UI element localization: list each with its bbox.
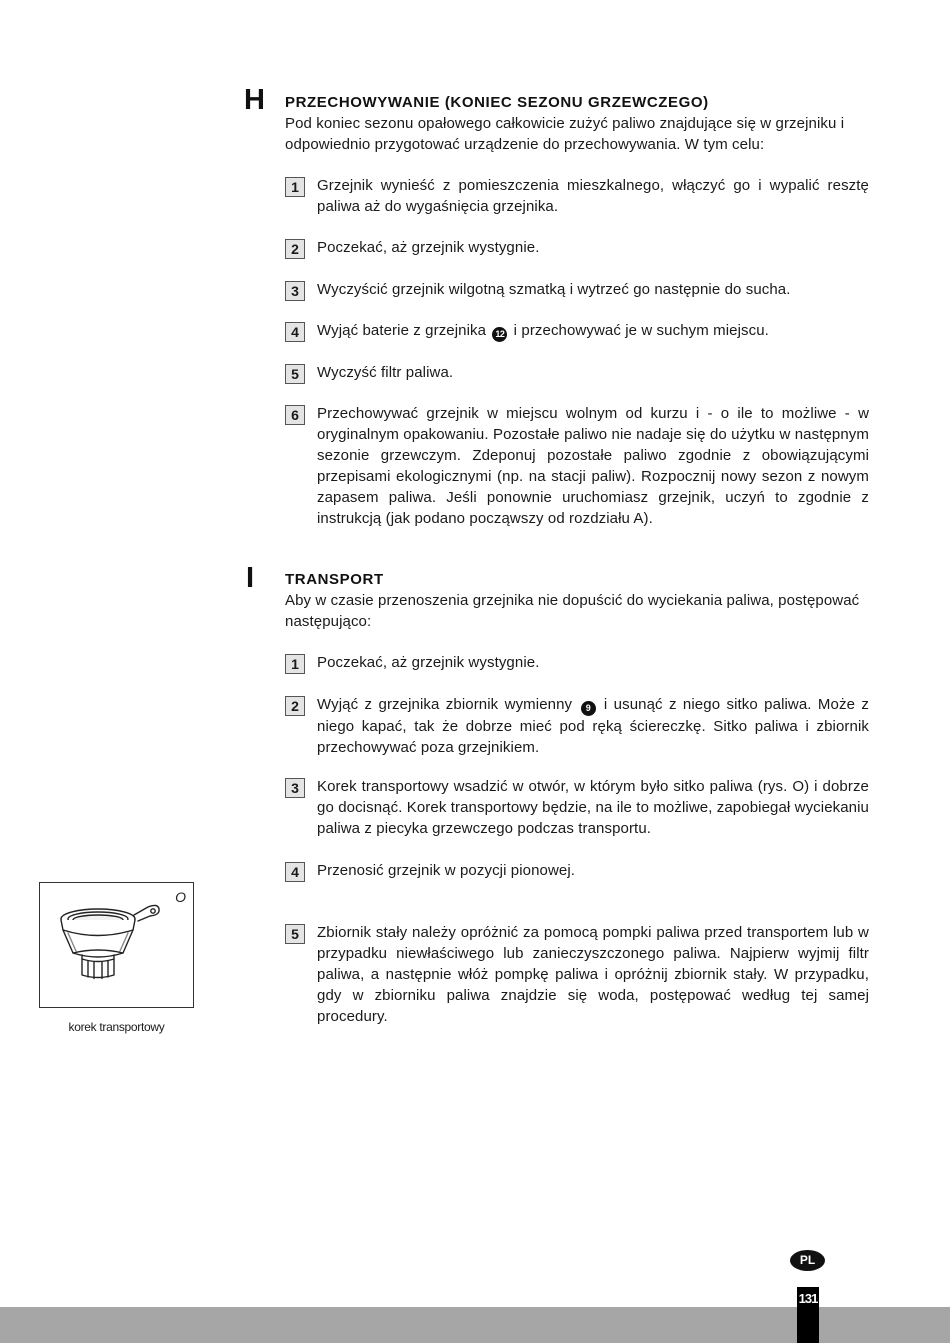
step-text-part: i usunąć z niego sitko paliwa. Może z niego kapać, tak że dobrze mieć pod ręką ściereczkę. Sitko paliwa i zbiornik przechowywać poza grzejnikiem. <box>317 696 869 756</box>
step-number: 1 <box>285 177 305 197</box>
section-title: TRANSPORT <box>285 571 384 588</box>
step-number: 3 <box>285 281 305 301</box>
section-letter: I <box>246 562 255 594</box>
step-item <box>285 860 869 881</box>
step-item <box>285 362 869 383</box>
step-number: 5 <box>285 924 305 944</box>
section-intro: Aby w czasie przenoszenia grzejnika nie dopuścić do wyciekania paliwa, postępować następująco: <box>285 592 860 630</box>
section-letter: H <box>244 84 265 116</box>
step-text: Przechowywać grzejnik w miejscu wolnym od kurzu i - o ile to możliwe - w oryginalnym opakowaniu. Pozostałe paliwo nie nadaje się do użytku w następnym sezonie grzewczym. Zdeponuj pozostałe paliwo zgodnie z obowiązującymi przepisami ekologicznymi (np. na stacji paliw). Rozpocznij nowy sezon z nowym zapasem paliwa. Jeśli ponownie uruchomiasz grzejnik, uczyń to zgodnie z instrukcją (jak podano począwszy od rozdziału A). <box>317 405 869 527</box>
step-text: Wyczyść filtr paliwa. <box>317 364 454 381</box>
step-item <box>285 403 869 529</box>
page-number: 131 <box>798 1291 818 1306</box>
section-intro: Pod koniec sezonu opałowego całkowicie zużyć paliwo znajdujące się w grzejniku i odpowiednio przygotować urządzenie do przechowywania. W tym celu: <box>285 115 845 153</box>
step-item <box>285 694 869 758</box>
step-number: 4 <box>285 862 305 882</box>
figure-label: O <box>175 889 186 905</box>
section-title: PRZECHOWYWANIE (KONIEC SEZONU GRZEWCZEGO) <box>285 94 709 111</box>
step-number: 1 <box>285 654 305 674</box>
step-text-part: i przechowywać je w suchym miejscu. <box>513 322 769 339</box>
step-number: 5 <box>285 364 305 384</box>
step-item <box>285 320 869 342</box>
transport-plug-figure <box>39 882 194 1008</box>
step-text-part: Wyjąć baterie z grzejnika <box>317 322 487 339</box>
step-text: Przenosić grzejnik w pozycji pionowej. <box>317 862 576 879</box>
step-text-part: Wyjąć z grzejnika zbiornik wymienny <box>317 696 573 713</box>
step-item <box>285 922 869 1027</box>
page-number-tab <box>797 1287 819 1343</box>
step-text <box>317 694 869 758</box>
step-number: 2 <box>285 239 305 259</box>
step-item <box>285 776 869 839</box>
step-text: Korek transportowy wsadzić w otwór, w którym było sitko paliwa (rys. O) i dobrze go docisnąć. Korek transportowy będzie, na ile to możliwe, zapobiegał wyciekaniu paliwa z piecyka grzewczego podczas transportu. <box>317 778 869 837</box>
transport-plug-icon <box>40 883 193 1007</box>
step-number: 6 <box>285 405 305 425</box>
step-text <box>317 320 869 342</box>
step-number: 2 <box>285 696 305 716</box>
part-reference-badge: 12 <box>492 327 507 342</box>
step-number: 3 <box>285 778 305 798</box>
step-item <box>285 175 869 217</box>
step-item <box>285 279 869 300</box>
figure-caption: korek transportowy <box>68 1020 165 1034</box>
part-reference-badge: 9 <box>581 701 596 716</box>
step-text: Grzejnik wynieść z pomieszczenia mieszkalnego, włączyć go i wypalić resztę paliwa aż do wygaśnięcia grzejnika. <box>317 177 869 215</box>
step-number: 4 <box>285 322 305 342</box>
step-text: Zbiornik stały należy opróżnić za pomocą pompki paliwa przed transportem lub w przypadku niewłaściwego lub zanieczyszczonego paliwa. Najpierw wyjmij filtr paliwa, a następnie włóż pompkę paliwa i opróżnij zbiornik stały. W przypadku, gdy w zbiorniku paliwa znajdzie się woda, postępować według tej samej procedury. <box>317 924 869 1025</box>
language-badge: PL <box>790 1250 825 1271</box>
step-text: Poczekać, aż grzejnik wystygnie. <box>317 654 540 671</box>
step-item <box>285 237 869 258</box>
step-item <box>285 652 869 673</box>
step-text: Poczekać, aż grzejnik wystygnie. <box>317 239 540 256</box>
step-text: Wyczyścić grzejnik wilgotną szmatką i wytrzeć go następnie do sucha. <box>317 281 791 298</box>
